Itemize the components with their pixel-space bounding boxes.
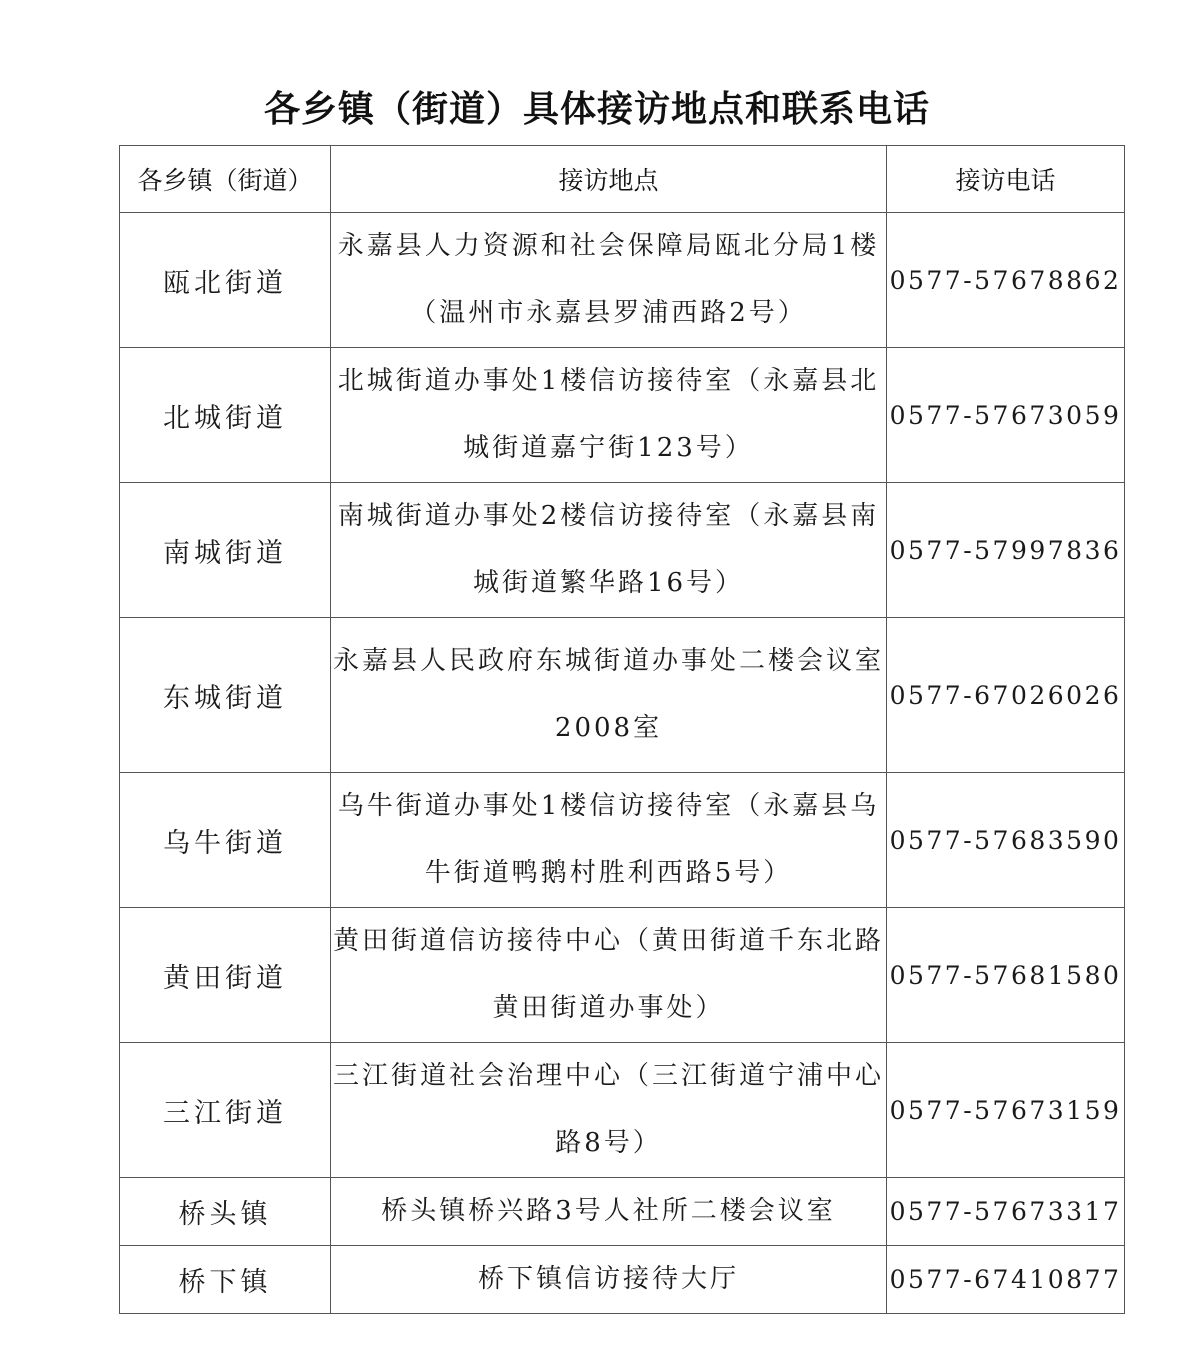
phone-cell: 0577-57673317 (887, 1178, 1125, 1246)
town-cell: 北城街道 (120, 348, 331, 483)
phone-cell: 0577-57683590 (887, 773, 1125, 908)
header-address: 接访地点 (331, 146, 887, 213)
reception-table (119, 145, 1125, 1314)
town-cell: 黄田街道 (120, 908, 331, 1043)
table-row (120, 213, 1125, 348)
header-phone: 接访电话 (887, 146, 1125, 213)
table-row (120, 1043, 1125, 1178)
town-cell: 桥头镇 (120, 1178, 331, 1246)
table-row (120, 1246, 1125, 1314)
phone-cell: 0577-67026026 (887, 618, 1125, 773)
town-cell: 三江街道 (120, 1043, 331, 1178)
address-cell: 黄田街道信访接待中心（黄田街道千东北路黄田街道办事处） (331, 908, 887, 1043)
table-header-row (120, 146, 1125, 213)
address-cell: 永嘉县人民政府东城街道办事处二楼会议室2008室 (331, 618, 887, 773)
address-cell: 三江街道社会治理中心（三江街道宁浦中心路8号） (331, 1043, 887, 1178)
town-cell: 桥下镇 (120, 1246, 331, 1314)
phone-cell: 0577-57681580 (887, 908, 1125, 1043)
address-cell: 永嘉县人力资源和社会保障局瓯北分局1楼（温州市永嘉县罗浦西路2号） (331, 213, 887, 348)
town-cell: 东城街道 (120, 618, 331, 773)
town-cell: 乌牛街道 (120, 773, 331, 908)
phone-cell: 0577-57678862 (887, 213, 1125, 348)
address-cell: 乌牛街道办事处1楼信访接待室（永嘉县乌牛街道鸭鹅村胜利西路5号） (331, 773, 887, 908)
table-row (120, 348, 1125, 483)
page-title: 各乡镇（街道）具体接访地点和联系电话 (263, 89, 930, 130)
header-town: 各乡镇（街道） (120, 146, 331, 213)
table-row (120, 483, 1125, 618)
table-row (120, 1178, 1125, 1246)
town-cell: 南城街道 (120, 483, 331, 618)
address-cell: 桥下镇信访接待大厅 (331, 1246, 887, 1314)
table-row (120, 908, 1125, 1043)
phone-cell: 0577-57673059 (887, 348, 1125, 483)
town-cell: 瓯北街道 (120, 213, 331, 348)
phone-cell: 0577-57997836 (887, 483, 1125, 618)
address-cell: 北城街道办事处1楼信访接待室（永嘉县北城街道嘉宁街123号） (331, 348, 887, 483)
address-cell: 南城街道办事处2楼信访接待室（永嘉县南城街道繁华路16号） (331, 483, 887, 618)
address-cell: 桥头镇桥兴路3号人社所二楼会议室 (331, 1178, 887, 1246)
table-row (120, 618, 1125, 773)
phone-cell: 0577-67410877 (887, 1246, 1125, 1314)
phone-cell: 0577-57673159 (887, 1043, 1125, 1178)
table-row (120, 773, 1125, 908)
